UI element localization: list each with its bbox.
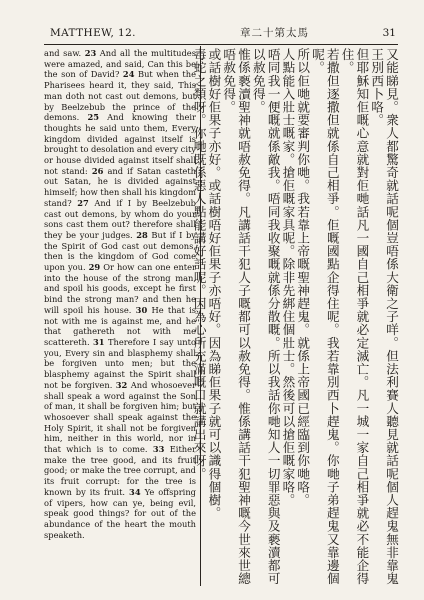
running-header: [44, 22, 398, 45]
chinese-verse-line: 但耶穌知佢嘅心意就對佢哋話凡一國自己相爭就必定滅亡。凡一城一家自己相爭就必不能企得住。: [339, 48, 370, 586]
verse-number: 34: [129, 486, 141, 497]
verse-number: 31: [93, 336, 105, 347]
chinese-verse-line: 毒蛇之類呀。你哋既係惡人點能講好話呢。因為心所充滿嘅口就講出來呀。: [191, 48, 207, 481]
verse-number: 25: [87, 112, 99, 123]
chinese-text-column: [191, 48, 399, 586]
english-text-column: [44, 48, 196, 586]
verse-number: 30: [135, 304, 148, 315]
verse-number: 24: [122, 69, 135, 80]
verse-number: 28: [136, 229, 148, 240]
verse-text: Or how can one enter into the house of the strong man, and spoil his goods, except he first bind the strong man? and then he will spoil his house.: [44, 262, 197, 315]
chinese-verse-line: 人點能入壯士嘅家。搶佢嘅家具呢。除非先綁住個壯士。然後可以搶佢嘅家咯。: [280, 48, 296, 507]
verse-text: and saw.: [44, 48, 82, 58]
verse-number: 26: [91, 165, 104, 176]
page-number: 31: [382, 27, 396, 39]
verse-text: And knowing their thoughts he said unto them, Every kingdom divided against itself is brought to desolation and every city or house divided against itself shall not stand:: [44, 112, 196, 176]
verse-text: Either make the tree good, and its fruit good; or make the tree corrupt, and its fruit corrupt: for the tree is known by its fruit.: [44, 444, 196, 497]
verse-text: And if I by Beelzebub cast out demons, by whom do your sons cast them out? therefore shall they be your judges.: [44, 197, 196, 240]
chinese-verse-line: 所以佢哋就要審判你哋。我若靠上帝嘅聖神趕鬼。就係上帝國已經臨到你哋咯。: [295, 48, 311, 507]
chinese-verse-line: 或話樹好佢果子亦好。或話樹唔好佢果子亦唔好。因為睇佢果子就可以識得個樹。: [206, 48, 222, 520]
chinese-chapter-title: 章二十第太馬: [240, 27, 309, 39]
verse-text: And all the multitudes were amazed, and said, Can this be the son of David?: [44, 48, 196, 80]
verse-text: He that is not with me is against me, and he that gathereth not with me scattereth.: [44, 304, 196, 347]
chinese-verse-line: 又能睇見。衆人都驚奇就話呢個豈唔係大衛之子咩。但法利賽人聽見就話呢個人趕鬼無非靠鬼王別西卜咯。: [369, 48, 399, 586]
verse-number: 33: [152, 444, 165, 455]
chinese-verse-line: 惟係褻瀆聖神就唔赦免得。凡講話干犯人子嘅都可以赦免得。惟係講話干犯聖神嘅今世來世總唔赦免得。: [221, 48, 252, 586]
verse-text: And whosoever shall speak a word against the Son of man, it shall be forgiven him; but whosoever shall speak against the Holy Spirit, it shall not be forgiven him, neither in this world, nor in that which is to come.: [44, 379, 196, 455]
verse-text: Ye offspring of vipers, how can ye, being evil, speak good things? for out of the abundance of the heart the mouth speaketh.: [44, 486, 196, 540]
verse-number: 27: [77, 197, 89, 208]
verse-number: 23: [84, 48, 97, 58]
verse-text: But if I by the Spirit of God cast out demons, then is the kingdom of God come upon you.: [44, 229, 196, 273]
chinese-verse-line: 唔同我一便嘅就係敵我。唔同我收聚嘅就係分散嘅。所以我話你哋知人一切罪惡與及褻瀆都可以赦免得。: [250, 48, 281, 586]
verse-number: 32: [115, 379, 128, 390]
chinese-verse-line: 若撒但逐撒但就係自己相爭。佢嘅國點企得住呢。我若靠別西卜趕鬼。你哋子弟趕鬼又靠邊個呢。: [310, 48, 340, 586]
verse-text: But when the Pharisees heard it, they said, This man doth not cast out demons, but by Beelzebub the prince of the demons.: [44, 69, 197, 123]
book-title: MATTHEW, 12.: [50, 27, 136, 39]
verse-number: 29: [88, 262, 101, 273]
verse-text: and if Satan casteth out Satan, he is divided against himself; how then shall his kingdom stand?: [44, 165, 196, 208]
verse-text: Therefore I say unto you, Every sin and blasphemy shall be forgiven unto men; but the blasphemy against the Spirit shall not be forgiven.: [44, 336, 196, 390]
